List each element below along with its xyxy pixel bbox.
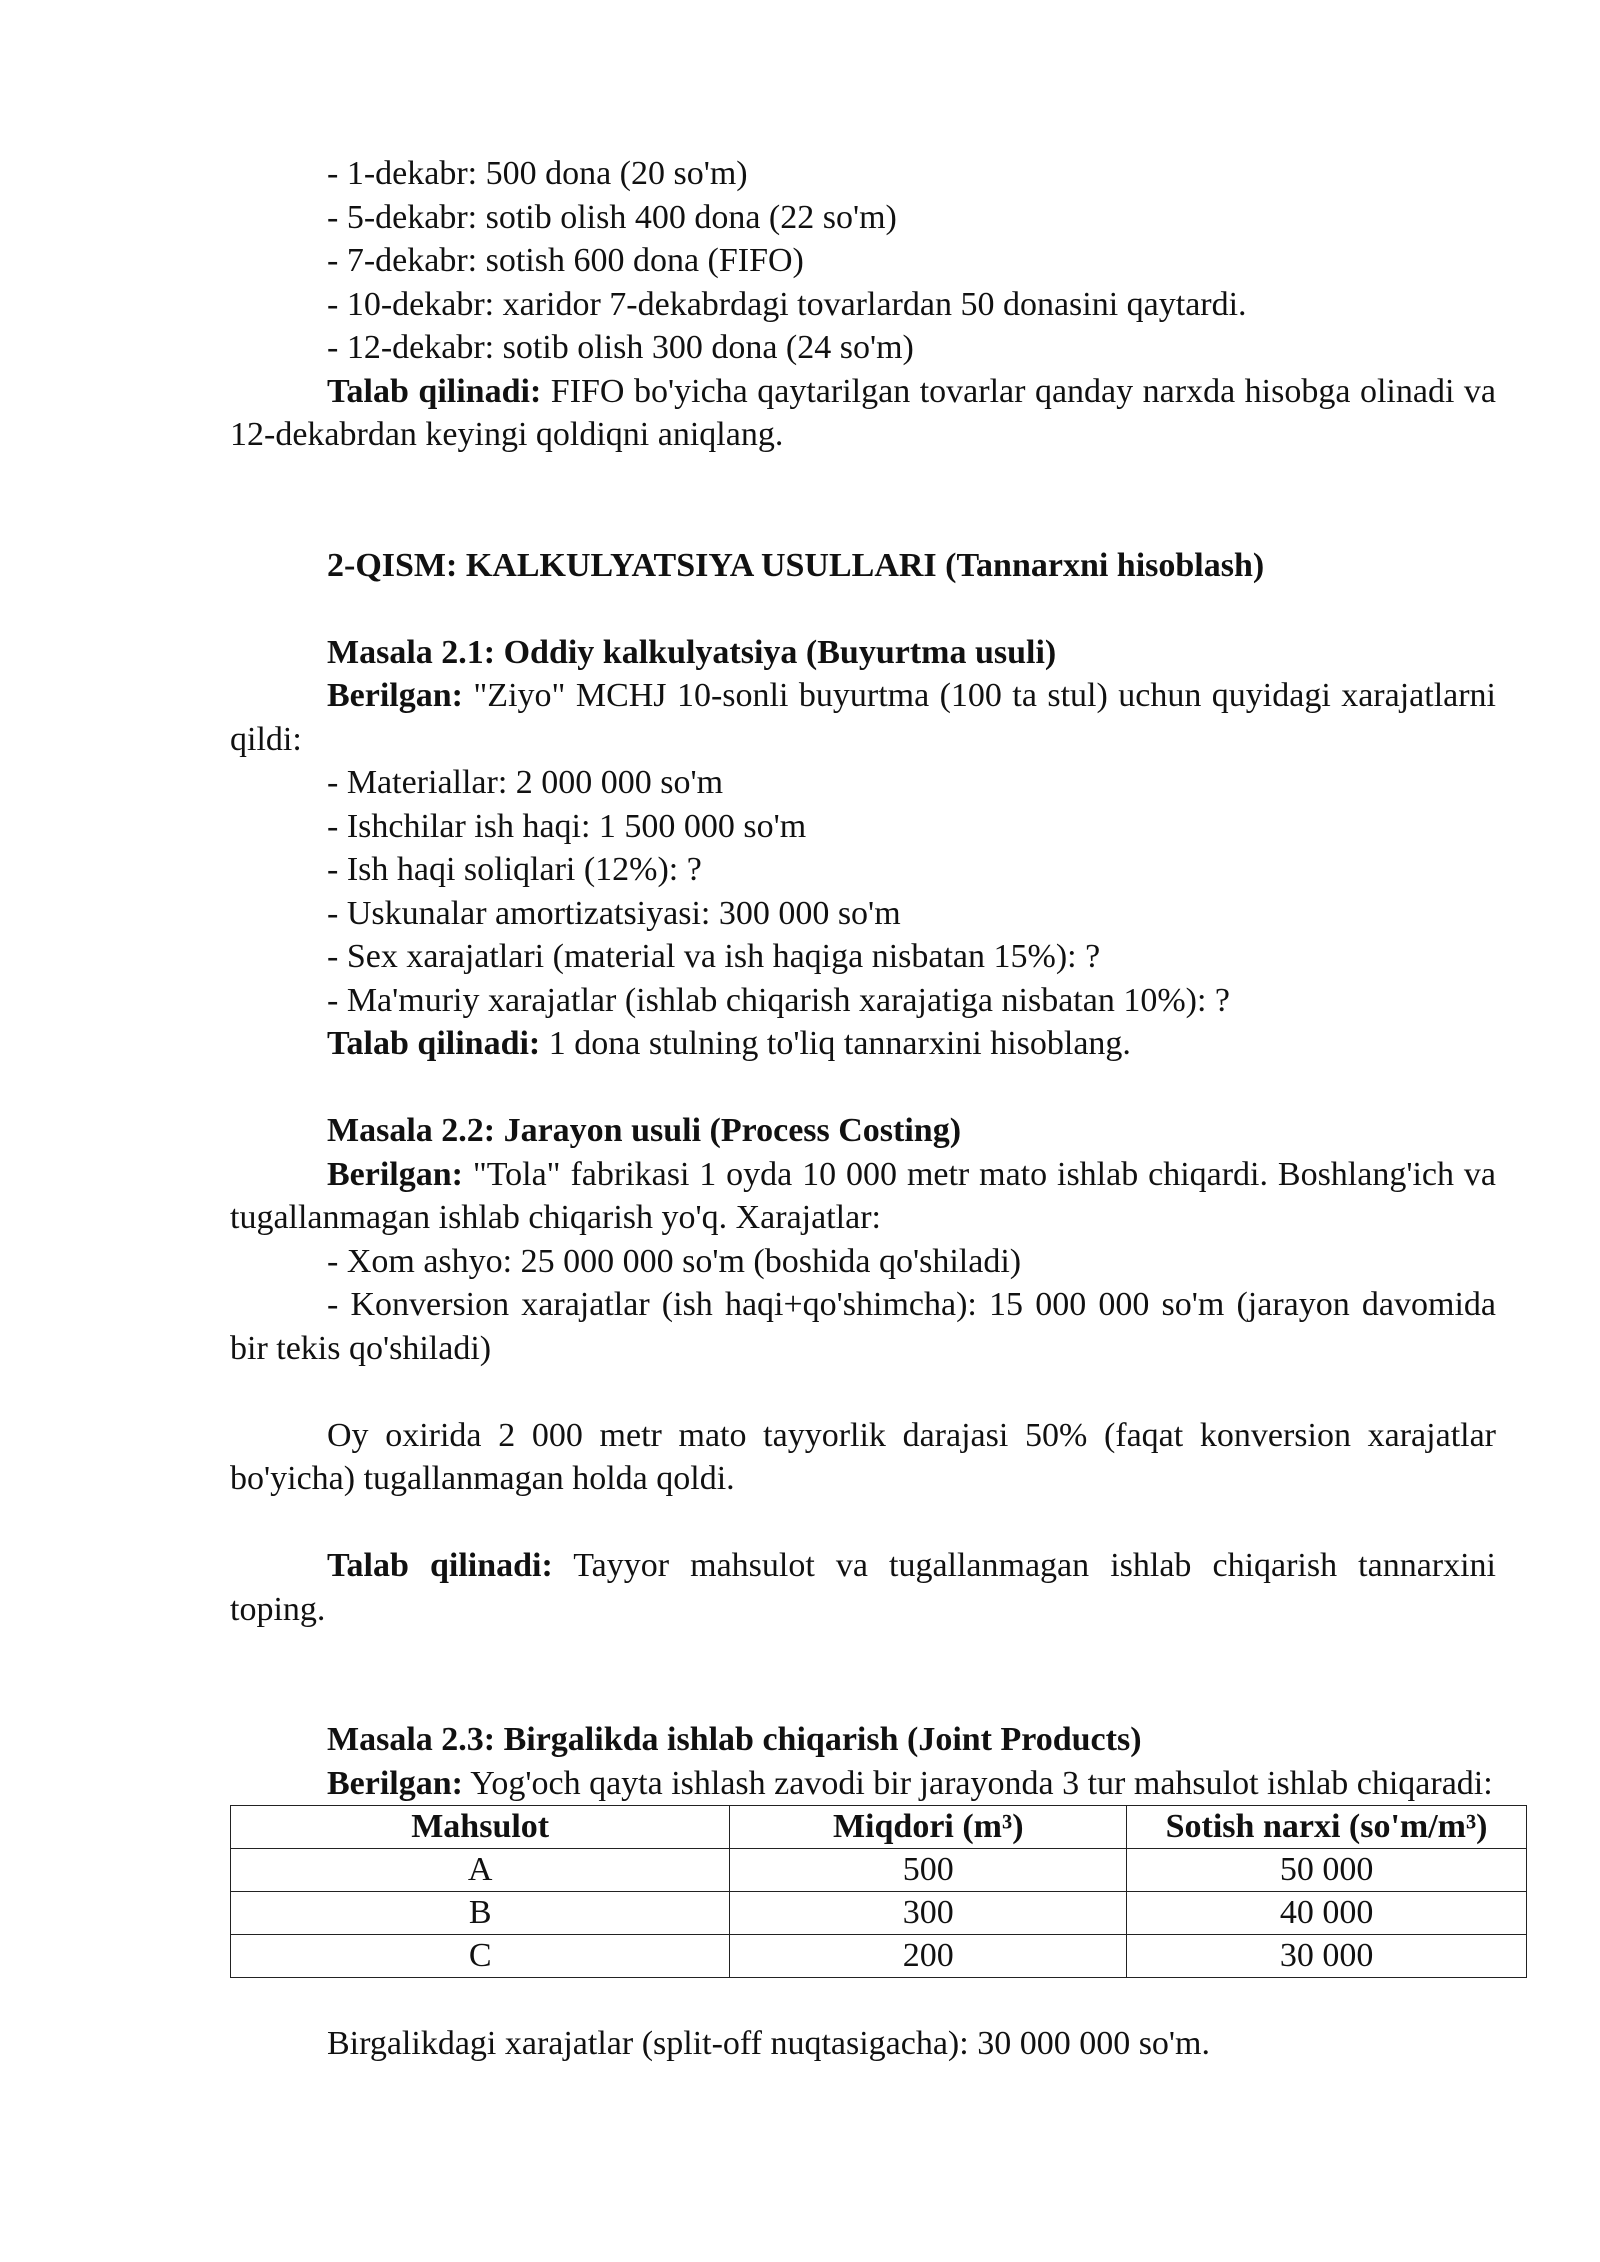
given-paragraph — [230, 1762, 1496, 1806]
requirement-text: FIFO bo'yicha qaytarilgan tovarlar qanday narxda hisobga olinadi va 12-dekabrdan keyingi qoldiqni aniqlang. — [230, 372, 1496, 453]
list-item: - 7-dekabr: sotish 600 dona (FIFO) — [327, 242, 804, 279]
requirement-label: Talab qilinadi: — [327, 1547, 553, 1584]
column-header: Sotish narxi (so'm/m³) — [1127, 1806, 1527, 1849]
given-paragraph — [230, 1153, 1496, 1240]
section-title: 2-QISM: KALKULYATSIYA USULLARI (Tannarxni hisoblash) — [327, 546, 1265, 584]
table-row — [231, 1849, 1527, 1892]
products-table — [230, 1805, 1527, 1978]
table-row — [231, 1935, 1527, 1978]
given-label: Berilgan: — [327, 677, 463, 714]
table-row — [231, 1892, 1527, 1935]
column-header: Mahsulot — [231, 1806, 730, 1849]
table-cell: 200 — [730, 1935, 1127, 1978]
problem-title-2-2: Masala 2.2: Jarayon usuli (Process Costing) — [327, 1112, 962, 1149]
requirement-label: Talab qilinadi: — [327, 1025, 541, 1062]
given-label: Berilgan: — [327, 1764, 463, 1802]
list-item: - Uskunalar amortizatsiyasi: 300 000 so'm — [327, 894, 901, 932]
list-item: - Ma'muriy xarajatlar (ishlab chiqarish xarajatiga nisbatan 10%): ? — [327, 981, 1231, 1019]
given-text: "Ziyo" MCHJ 10-sonli buyurtma (100 ta stul) uchun quyidagi xarajatlarni qildi: — [230, 677, 1496, 758]
problem-title-2-3: Masala 2.3: Birgalikda ishlab chiqarish (Joint Products) — [327, 1721, 1142, 1758]
table-cell: 30 000 — [1127, 1935, 1527, 1978]
table-cell: B — [231, 1892, 730, 1935]
list-item: - Ishchilar ish haqi: 1 500 000 so'm — [327, 807, 807, 845]
requirement-label: Talab qilinadi: — [327, 372, 542, 410]
table-cell: A — [231, 1849, 730, 1892]
document-page — [230, 152, 1496, 2065]
list-item: - 12-dekabr: sotib olish 300 dona (24 so'm) — [327, 329, 914, 366]
requirement-paragraph — [230, 370, 1496, 457]
problem-title-2-1: Masala 2.1: Oddiy kalkulyatsiya (Buyurtma usuli) — [327, 633, 1057, 671]
requirement-text: 1 dona stulning to'liq tannarxini hisoblang. — [540, 1025, 1131, 1062]
table-header-row — [231, 1806, 1527, 1849]
body-paragraph: Oy oxirida 2 000 metr mato tayyorlik darajasi 50% (faqat konversion xarajatlar bo'yicha) tugallanmagan holda qoldi. — [230, 1416, 1496, 1497]
table-cell: C — [231, 1935, 730, 1978]
table-cell: 300 — [730, 1892, 1127, 1935]
requirement-text: Tayyor mahsulot va tugallanmagan ishlab chiqarish tannarxini toping. — [230, 1547, 1497, 1628]
list-item: - 5-dekabr: sotib olish 400 dona (22 so'm) — [327, 198, 897, 236]
list-item: - Ish haqi soliqlari (12%): ? — [327, 851, 702, 888]
table-cell: 40 000 — [1127, 1892, 1527, 1935]
list-item: - Xom ashyo: 25 000 000 so'm (boshida qo'shiladi) — [327, 1242, 1022, 1280]
requirement-paragraph — [230, 1544, 1496, 1631]
given-text: Yog'och qayta ishlash zavodi bir jarayonda 3 tur mahsulot ishlab chiqaradi: — [462, 1764, 1493, 1802]
list-item: - 10-dekabr: xaridor 7-dekabrdagi tovarlardan 50 donasini qaytardi. — [327, 285, 1247, 323]
requirement-paragraph — [230, 1022, 1496, 1066]
list-item: - Konversion xarajatlar (ish haqi+qo'shimcha): 15 000 000 so'm (jarayon davomida bir tekis qo'shiladi) — [230, 1286, 1496, 1367]
list-item: - 1-dekabr: 500 dona (20 so'm) — [327, 155, 748, 192]
table-cell: 500 — [730, 1849, 1127, 1892]
given-paragraph — [230, 674, 1496, 761]
column-header: Miqdori (m³) — [730, 1806, 1127, 1849]
footer-paragraph: Birgalikdagi xarajatlar (split-off nuqtasigacha): 30 000 000 so'm. — [327, 2024, 1211, 2062]
given-text: "Tola" fabrikasi 1 oyda 10 000 metr mato ishlab chiqardi. Boshlang'ich va tugallanmagan ishlab chiqarish yo'q. Xarajatlar: — [230, 1155, 1496, 1236]
list-item: - Materiallar: 2 000 000 so'm — [327, 764, 724, 801]
given-label: Berilgan: — [327, 1155, 463, 1193]
table-cell: 50 000 — [1127, 1849, 1527, 1892]
list-item: - Sex xarajatlari (material va ish haqiga nisbatan 15%): ? — [327, 938, 1101, 975]
